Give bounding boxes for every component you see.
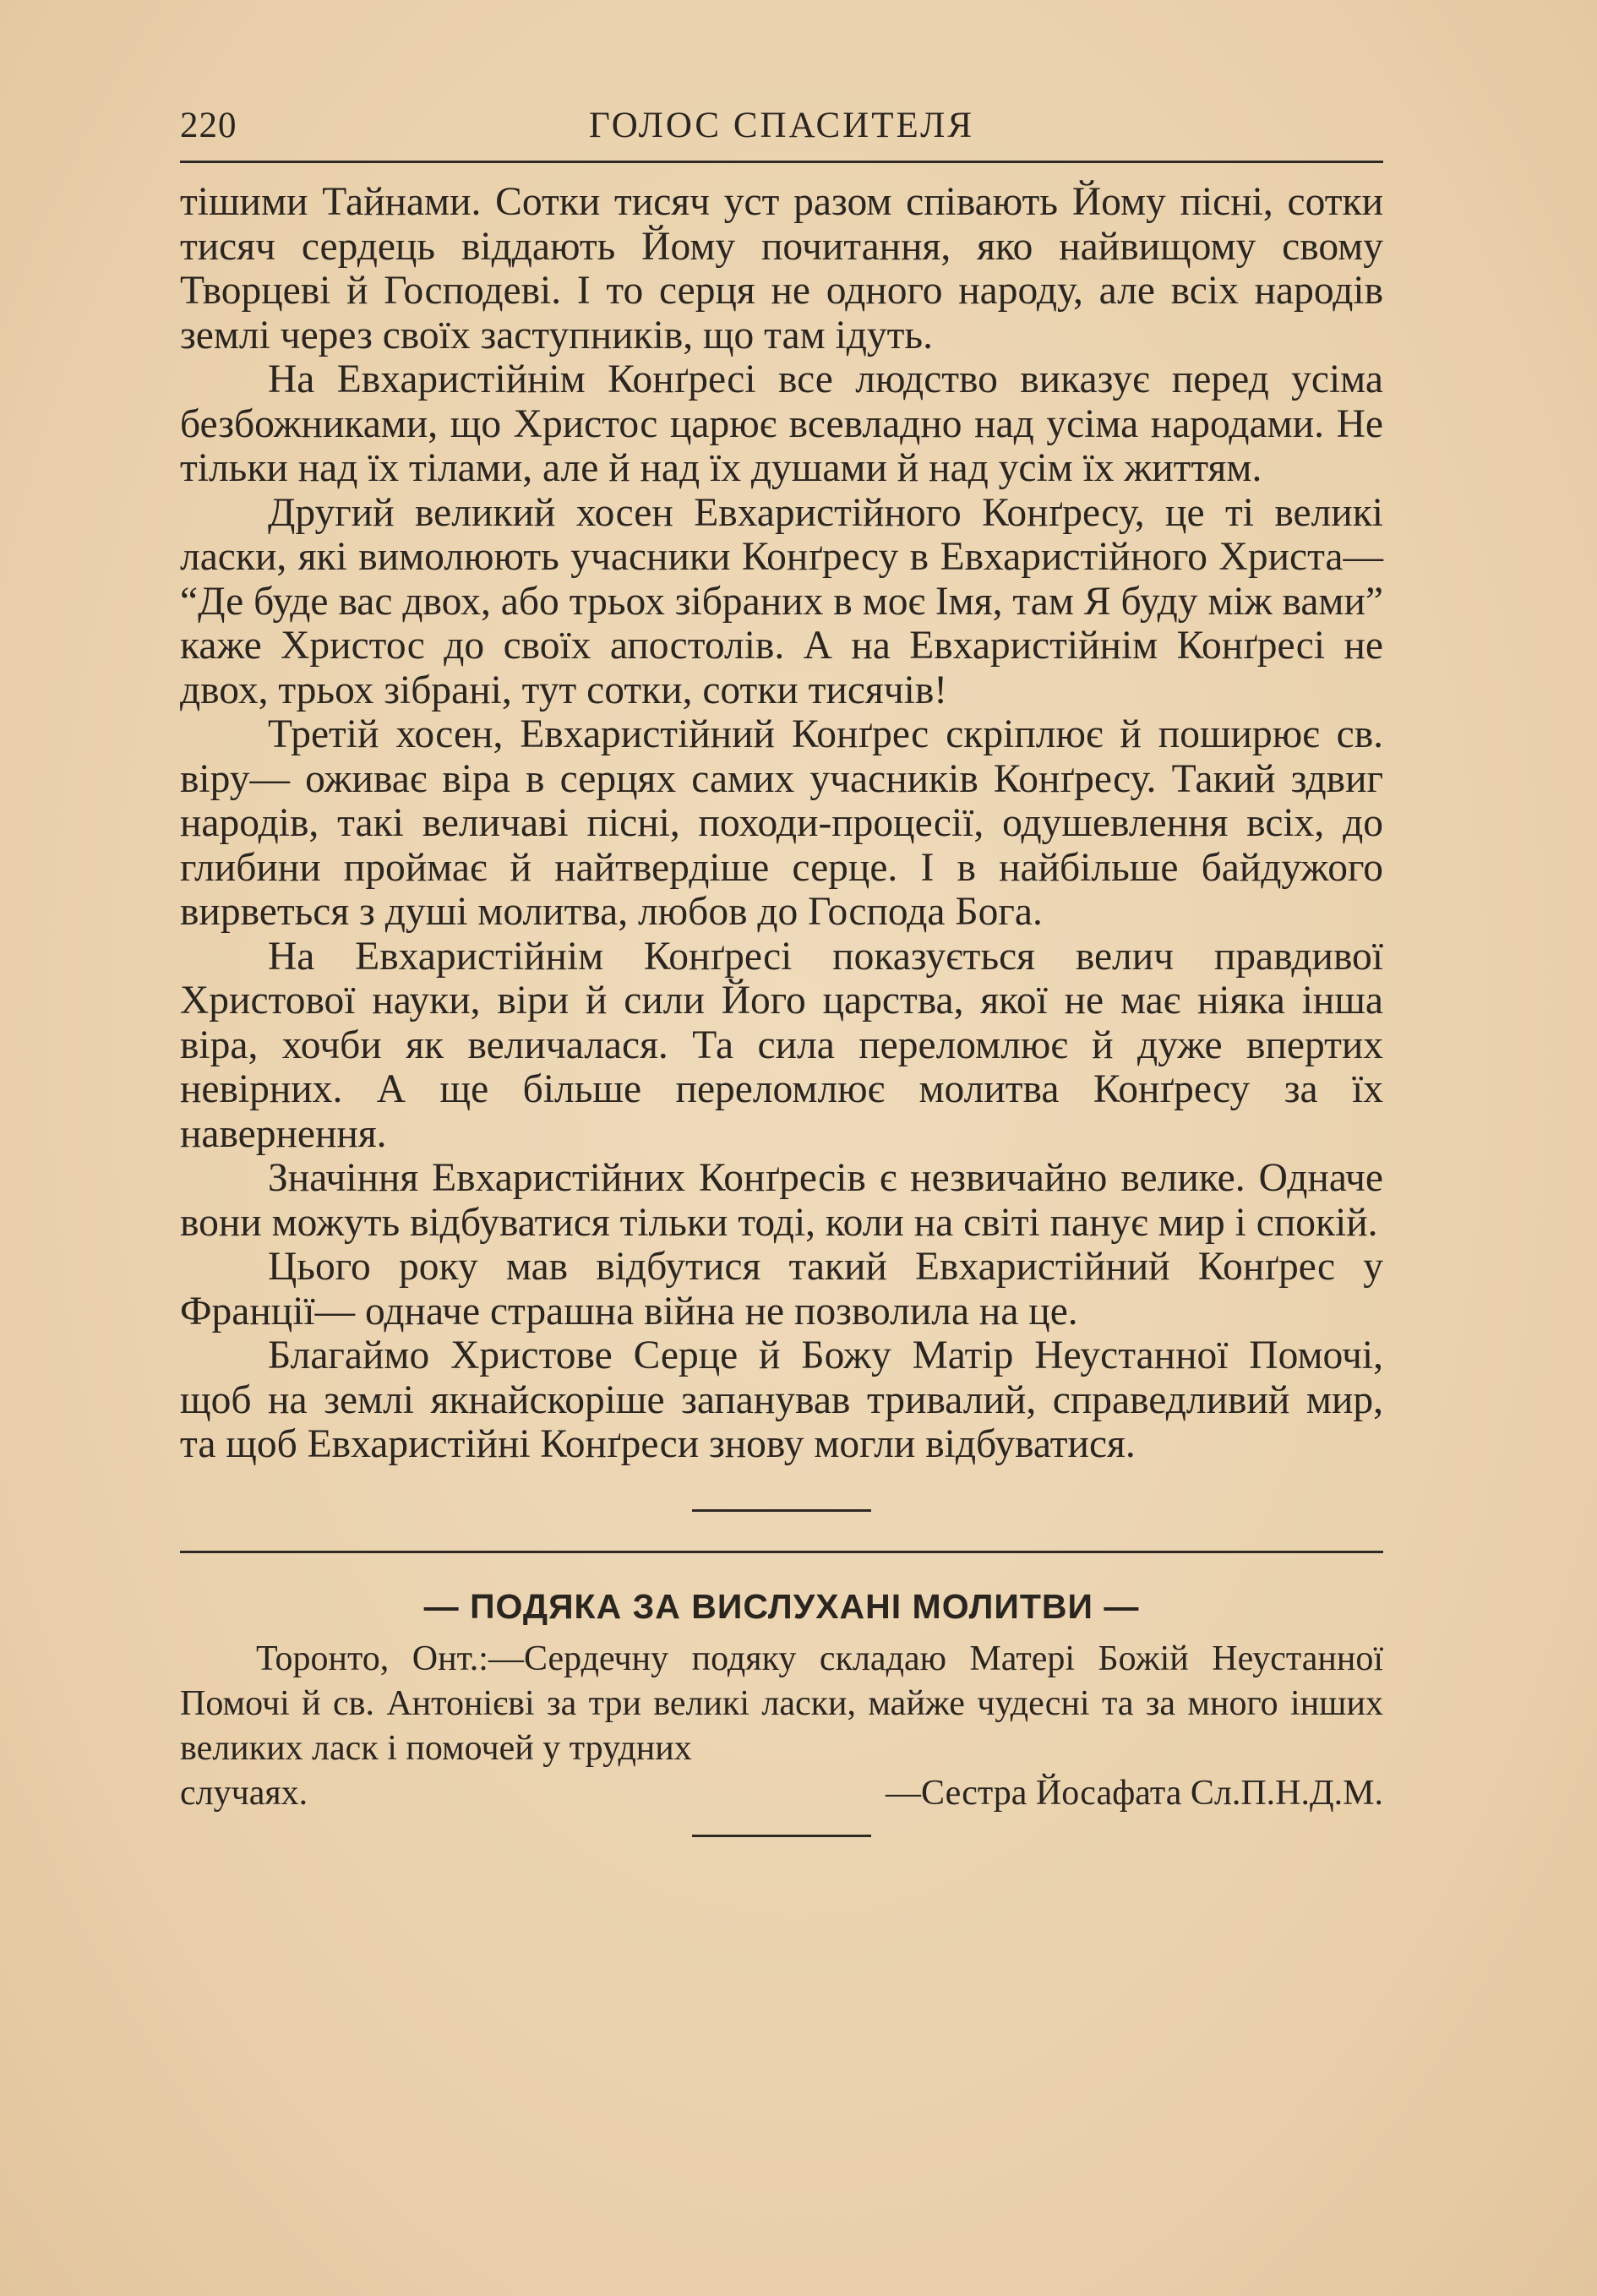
article-paragraph: Другий великий хосен Евхаристійного Конґресу, це ті великі ласки, які вимолюють учасники Конґресу в Евхаристійного Христа— “Де буде вас двох, або трьох зібраних в моє Імя, там Я буду між вами” каже Христос до своїх апостолів. А на Евхаристійнім Конґресі не двох, трьох зібрані, тут сотки, сотки тисячів! <box>180 490 1383 712</box>
article-paragraph: тішими Тайнами. Сотки тисяч уст разом співають Йому пісні, сотки тисяч сердець віддають Йому почитання, яко найвищому свому Творцеві й Господеві. І то серця не одного народу, але всіх народів землі через своїх заступників, що там ідуть. <box>180 180 1383 357</box>
section-divider <box>692 1509 871 1512</box>
page <box>180 100 1383 1837</box>
bottom-divider <box>692 1835 871 1837</box>
notice-closing-line <box>180 1771 1383 1816</box>
article-paragraph: Благаймо Христове Серце й Божу Матір Неустанної Помочі, щоб на землі якнайскоріше запанував тривалий, справедливий мир, та щоб Евхаристійні Конґреси знову могли відбуватися. <box>180 1333 1383 1466</box>
notice-title: — ПОДЯКА ЗА ВИСЛУХАНІ МОЛИТВИ — <box>423 1586 1140 1626</box>
notice-text: Торонто, Онт.:—Сердечну подяку складаю Матері Божій Неустанної Помочі й св. Антонієві за три великі ласки, майже чудесні та за много інших великих ласк і помочей у трудних <box>180 1639 1383 1768</box>
article-body <box>180 180 1383 1467</box>
notice-last-word: случаях. <box>180 1773 308 1813</box>
notice-body <box>180 1637 1383 1771</box>
full-width-rule <box>180 1551 1383 1553</box>
running-head <box>180 100 1383 161</box>
article-paragraph: На Евхаристійнім Конґресі все людство виказує перед усіма безбожниками, що Христос царює всевладно над усіма народами. Не тільки над їх тілами, але й над їх душами й над усім їх життям. <box>180 357 1383 490</box>
article-paragraph: Цього року мав відбутися такий Евхаристійний Конґрес у Франції— одначе страшна війна не позволила на це. <box>180 1245 1383 1333</box>
article-paragraph: Третій хосен, Евхаристійний Конґрес скріплює й поширює св. віру— оживає віра в серцях самих учасників Конґресу. Такий здвиг народів, такі величаві пісні, походи-процесії, одушевлення всіх, до глибини проймає й найтвердіше серце. І в найбільше байдужого вирветься з душі молитва, любов до Господа Бога. <box>180 712 1383 934</box>
page-number: 220 <box>180 106 237 145</box>
article-paragraph: На Евхаристійнім Конґресі показується велич правдивої Христової науки, віри й сили Його царства, якої не має ніяка інша віра, хочби як величалася. Та сила переломлює й дуже впертих невірних. А ще більше переломлює молитва Конґресу за їх навернення. <box>180 934 1383 1156</box>
header-rule <box>180 161 1383 163</box>
article-paragraph: Значіння Евхаристійних Конґресів є незвичайно велике. Одначе вони можуть відбуватися тільки тоді, коли на світі панує мир і спокій. <box>180 1156 1383 1245</box>
notice-signature: —Сестра Йосафата Сл.П.Н.Д.М. <box>886 1773 1383 1813</box>
journal-title: ГОЛОС СПАСИТЕЛЯ <box>588 106 975 145</box>
